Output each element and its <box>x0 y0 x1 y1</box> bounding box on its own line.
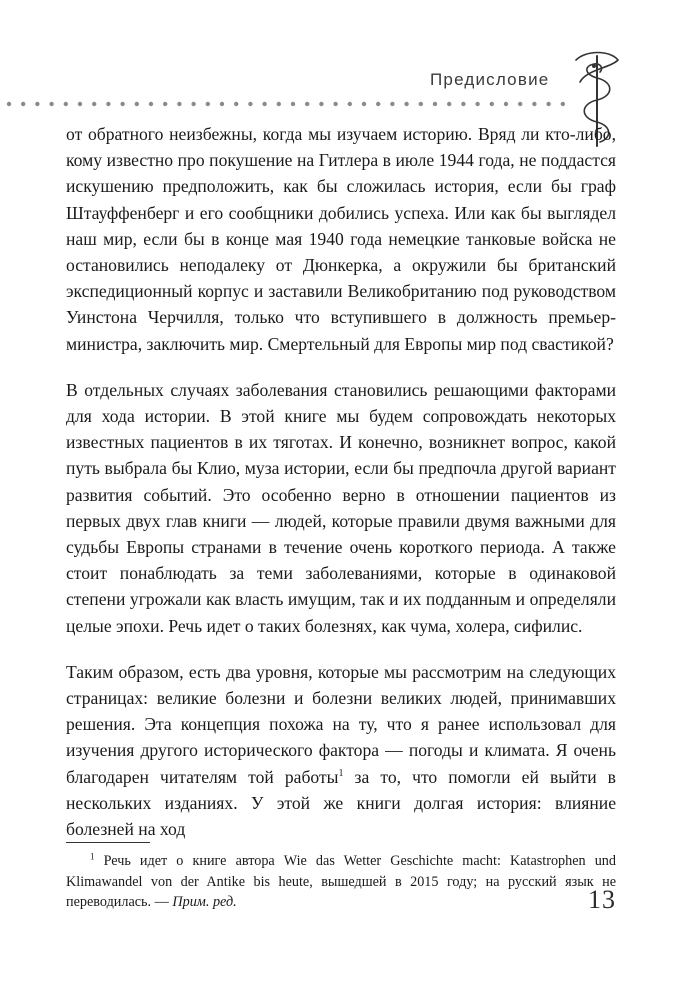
running-header-title: Предисловие <box>430 70 550 89</box>
header-dot <box>404 102 408 106</box>
header-dot <box>447 102 451 106</box>
header-dot <box>234 102 238 106</box>
header-dot <box>248 102 252 106</box>
header-dot <box>191 102 195 106</box>
body-text <box>66 121 616 842</box>
header-dot <box>504 102 508 106</box>
header-dot <box>561 102 565 106</box>
header-dot <box>106 102 110 106</box>
header-dot <box>163 102 167 106</box>
header-dot <box>78 102 82 106</box>
footnote-text: Речь идет о книге автора Wie das Wetter Geschichte macht: Katastrophen und Klimawandel von der Antike bis heute, вышедшей в 2015 году; на русский язык не переводилась. — <box>66 853 616 910</box>
header-dot <box>262 102 266 106</box>
header-dot <box>376 102 380 106</box>
header-dot <box>291 102 295 106</box>
footnote-separator <box>66 842 150 843</box>
header-dot <box>220 102 224 106</box>
header-dot <box>362 102 366 106</box>
header-dot <box>419 102 423 106</box>
header-dot <box>92 102 96 106</box>
paragraph-2: В отдельных случаях заболевания становились решающими факторами для хода истории. В этой книге мы будем сопровождать некоторых известных пациентов в их тяготах. И конечно, возникнет вопрос, какой путь выбрала бы Клио, муза истории, если бы предпочла другой вариант развития событий. Это особенно верно в отношении пациентов из первых двух глав книги — людей, которые правили двумя важными для судьбы Европы странами в течение очень короткого периода. А также стоит понаблюдать за теми заболеваниями, которые в одинаковой степени угрожали как власть имущим, так и их подданным и определяли целые эпохи. Речь идет о таких болезнях, как чума, холера, сифилис. <box>66 379 616 636</box>
header-dot <box>546 102 550 106</box>
header-dot <box>461 102 465 106</box>
header-dot <box>7 102 11 106</box>
header-dot <box>333 102 337 106</box>
header-dot <box>490 102 494 106</box>
footnote <box>66 851 616 913</box>
paragraph-1: от обратного неизбежны, когда мы изучаем историю. Вряд ли кто-либо, кому известно про покушение на Гитлера в июле 1944 года, не поддастся искушению предположить, как бы сложилась история, если бы граф Штауффенберг и его сообщники добились успеха. Или как бы выглядел наш мир, если бы в конце мая 1940 года немецкие танковые войска не остановились неподалеку от Дюнкерка, а окружили бы британский экспедиционный корпус и заставили Великобританию под руководством Уинстона Черчилля, только что вступившего в должность премьер-министра, заключить мир. Смертельный для Европы мир под свастикой? <box>66 124 616 354</box>
header-dot <box>177 102 181 106</box>
header-dot <box>532 102 536 106</box>
header-dot <box>21 102 25 106</box>
header-dot <box>518 102 522 106</box>
header-dot <box>120 102 124 106</box>
header-dot <box>475 102 479 106</box>
header-dot <box>433 102 437 106</box>
header-dot <box>135 102 139 106</box>
paragraph-3 <box>66 659 616 842</box>
header-dot <box>49 102 53 106</box>
header-dot <box>206 102 210 106</box>
header-dot <box>277 102 281 106</box>
header-dot <box>305 102 309 106</box>
header-dot <box>390 102 394 106</box>
paragraph-3-part-1: Таким образом, есть два уровня, которые мы рассмотрим на следующих страницах: великие болезни и болезни великих людей, принимавших решения. Эта концепция похожа на ту, что я ранее использовал для изучения другого исторического фактора — погоды и климата. Я очень благодарен читателям той работы <box>66 661 616 787</box>
paragraph-3-part-2: за то, что помогли ей выйти в нескольких изданиях. У этой же книги долгая история: влияние болезней на ход <box>66 766 616 840</box>
header-dot <box>64 102 68 106</box>
footnote-number: 1 <box>90 851 95 862</box>
footnote-editor-note: Прим. ред. <box>172 894 237 910</box>
header-dotted-rule <box>6 101 566 107</box>
page-number: 13 <box>588 885 616 914</box>
header-dot <box>348 102 352 106</box>
footnote-reference[interactable]: 1 <box>338 767 344 779</box>
header-dot <box>35 102 39 106</box>
header-dot <box>319 102 323 106</box>
header-dot <box>149 102 153 106</box>
